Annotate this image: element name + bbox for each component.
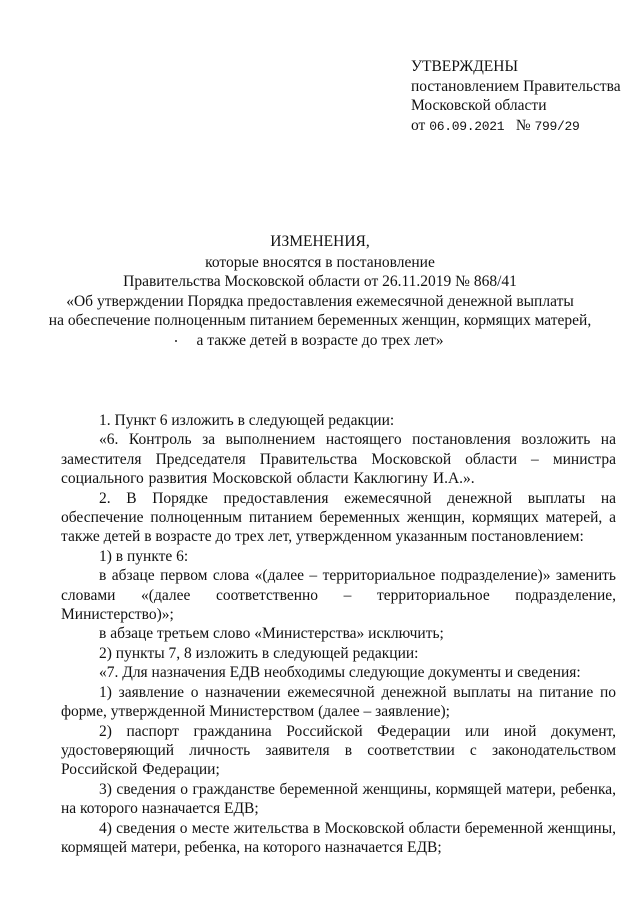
- paragraph: 2) паспорт гражданина Российской Федерации или иной документ, удостоверяющий личность заявителя в соответствии с законодательством Российской Федерации;: [61, 722, 616, 779]
- title-line-3: «Об утверждении Порядка предоставления ежемесячной денежной выплаты: [66, 292, 574, 310]
- paragraph: 2. В Порядке предоставления ежемесячной денежной выплаты на обеспечение полноценным питанием беременных женщин, кормящих матерей, а также детей в возрасте до трех лет, утвержденном указанным постановлением:: [61, 489, 616, 546]
- title-line-4: на обеспечение полноценным питанием беременных женщин, кормящих матерей,: [48, 312, 592, 329]
- paragraph: «6. Контроль за выполнением настоящего постановления возложить на заместителя Председателя Правительства Московской области – министра социального развития Московской области Каклюгину И.А.».: [61, 431, 616, 488]
- approval-by: постановлением Правительства: [411, 77, 621, 95]
- approval-heading: УТВЕРЖДЕНЫ: [411, 58, 518, 75]
- paragraph: 1. Пункт 6 изложить в следующей редакции:: [99, 412, 395, 429]
- date-prefix: от: [411, 116, 426, 134]
- approval-date: 06.09.2021: [429, 118, 505, 134]
- paragraph: 2) пункты 7, 8 изложить в следующей редакции:: [99, 644, 419, 662]
- title-line-1: которые вносятся в постановление: [205, 253, 435, 271]
- approval-date-line: [411, 116, 621, 137]
- paragraph: в абзаце третьем слово «Министерства» исключить;: [99, 625, 444, 643]
- approval-number: 799/29: [534, 118, 580, 134]
- title-line-2: Правительства Московской области от 26.11.2019 № 868/41: [123, 273, 517, 290]
- paragraph: 4) сведения о месте жительства в Московской области беременной женщины, кормящей матери, ребенка, на которого назначается ЕДВ;: [61, 819, 616, 856]
- paragraph: 3) сведения о гражданстве беременной женщины, кормящей матери, ребенка, на которого назначается ЕДВ;: [61, 780, 616, 818]
- title-heading: ИЗМЕНЕНИЯ,: [270, 233, 370, 250]
- paragraph: в абзаце первом слова «(далее – территориальное подразделение)» заменить словами «(далее соответственно – территориальное подразделение, Министерство)»;: [61, 567, 616, 624]
- paragraph: «7. Для назначения ЕДВ необходимы следующие документы и сведения:: [99, 664, 581, 682]
- document-title: [20, 232, 620, 350]
- title-line-5: а также детей в возрасте до трех лет»: [196, 331, 444, 349]
- approval-region: Московской области: [411, 97, 547, 114]
- number-prefix: №: [515, 116, 531, 134]
- paragraph: 1) заявление о назначении ежемесячной денежной выплаты на питание по форме, утвержденной Министерством (далее – заявление);: [61, 683, 616, 721]
- document-body: [61, 411, 616, 857]
- paragraph: 1) в пункте 6:: [99, 547, 189, 565]
- scan-speck: [175, 340, 177, 342]
- approval-stamp: [411, 57, 621, 136]
